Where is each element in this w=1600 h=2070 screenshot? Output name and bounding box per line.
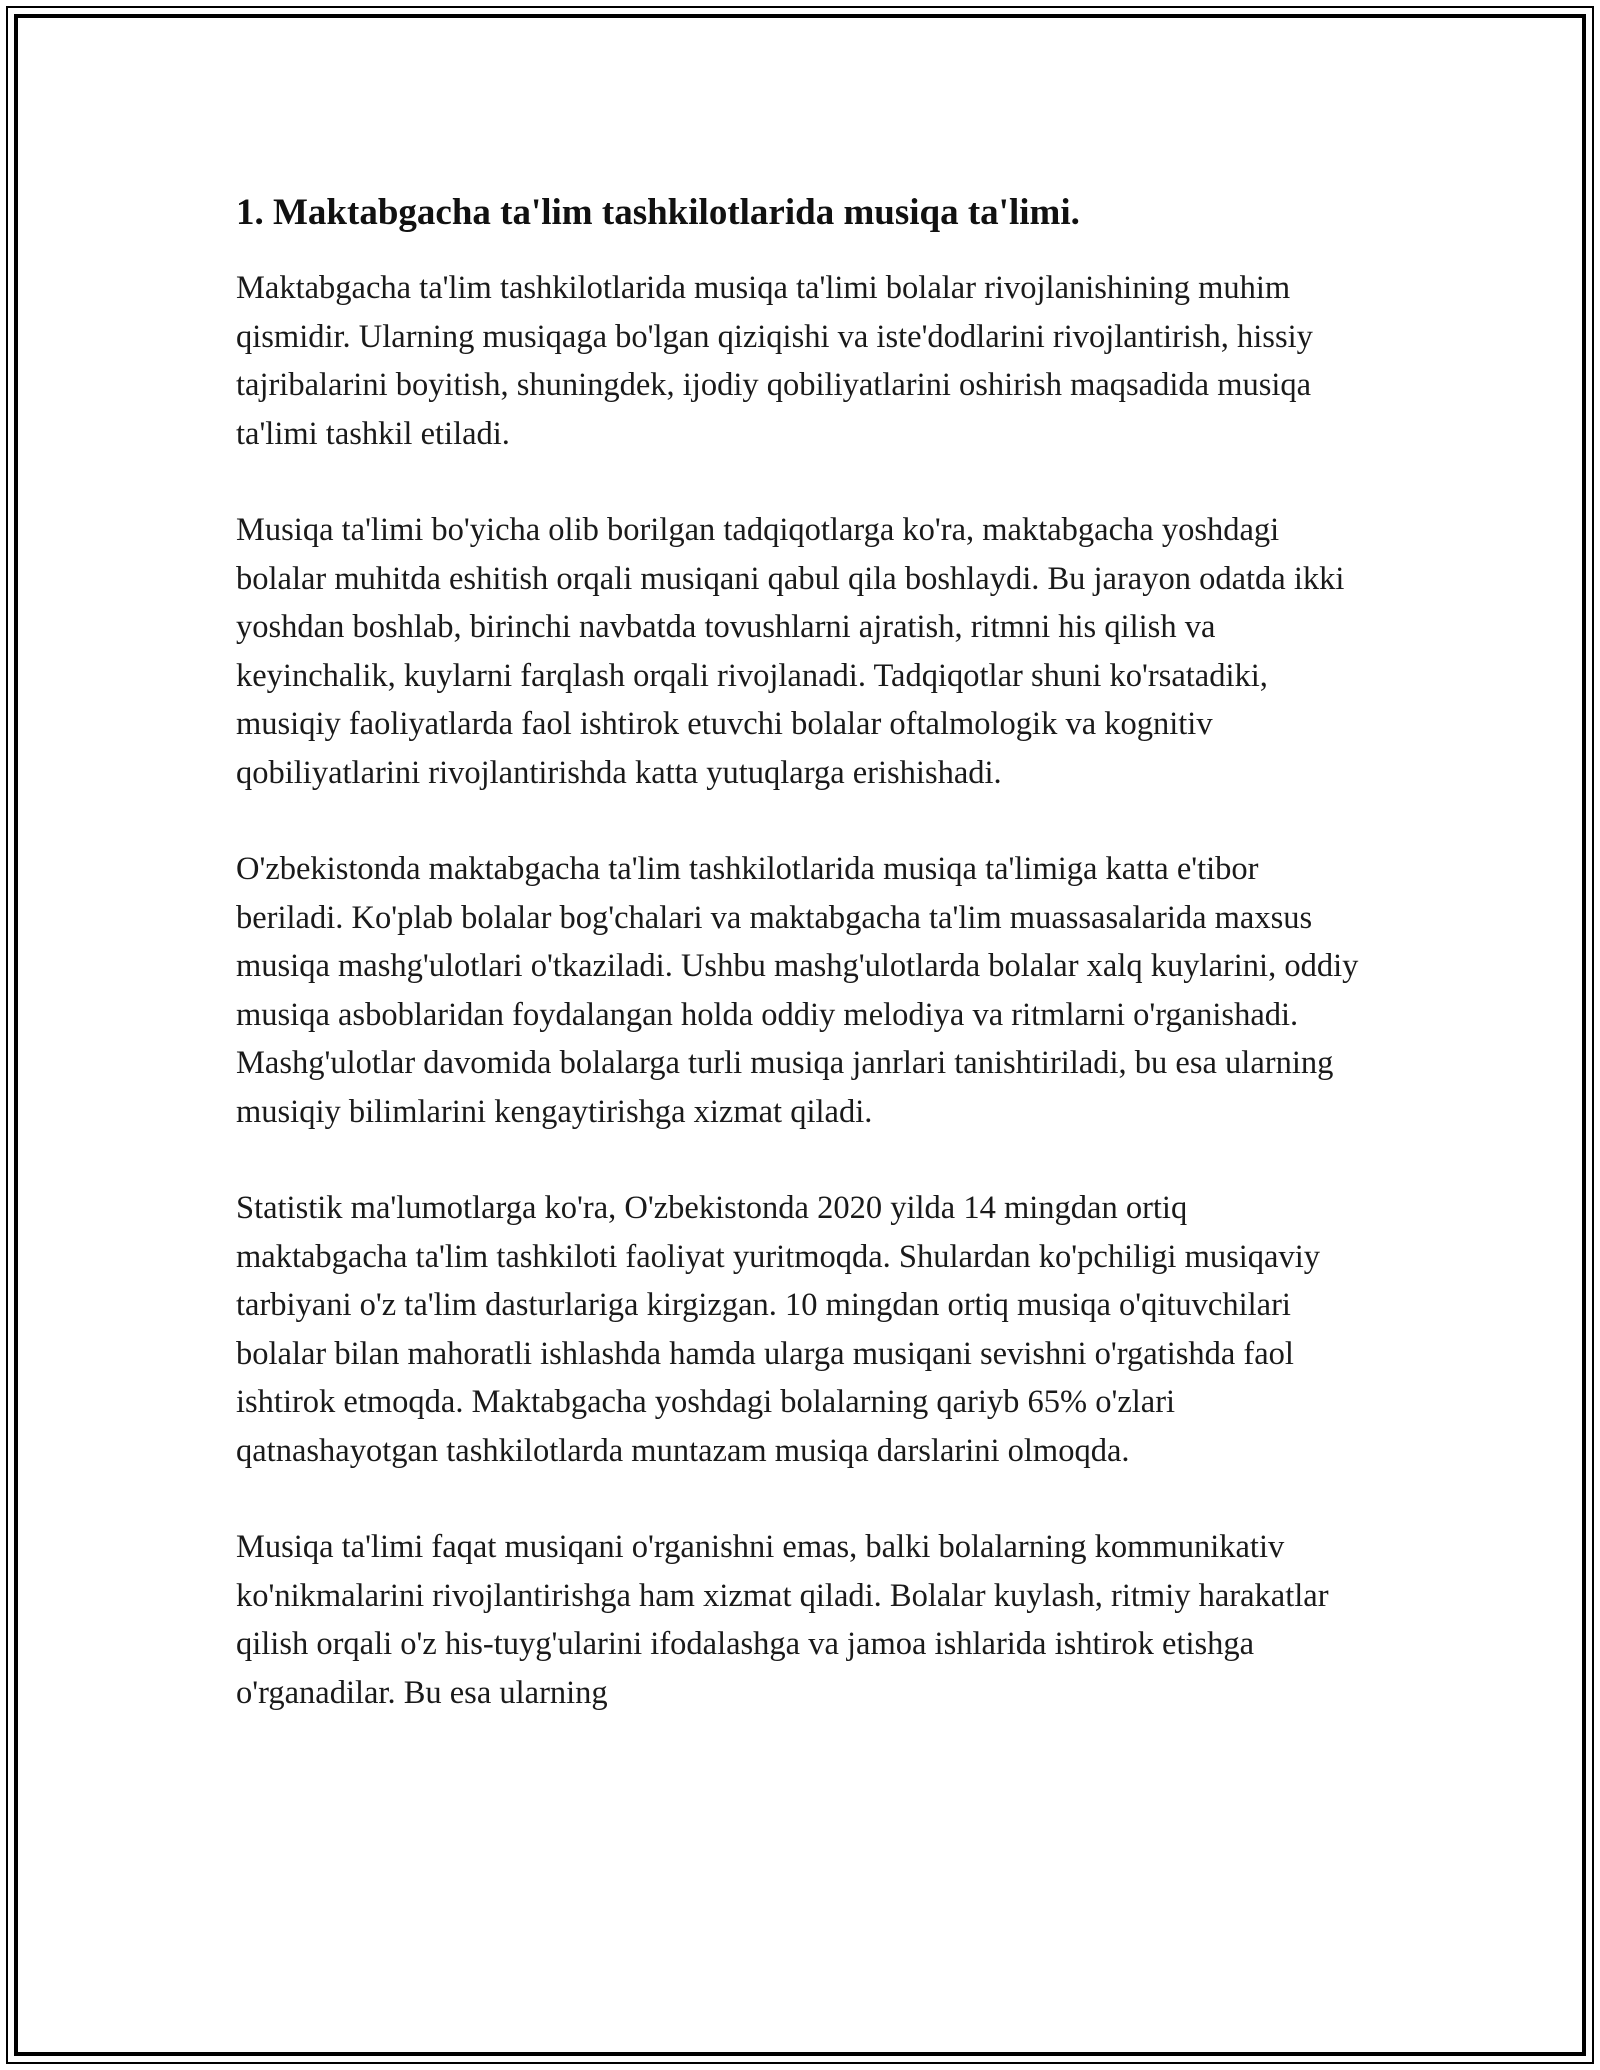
paragraph-5: Musiqa ta'limi faqat musiqani o'rganishni emas, balki bolalarning kommunikativ ko'nikmalarini rivojlantirishga ham xizmat qiladi. Bolalar kuylash, ritmiy harakatlar qilish orqali o'z his-tuyg'ularini ifodalashga va jamoa ishlarida ishtirok etishga o'rganadilar. Bu esa ularning <box>236 1529 1329 1711</box>
paragraph-2: Musiqa ta'limi bo'yicha olib borilgan tadqiqotlarga ko'ra, maktabgacha yoshdagi bolalar muhitda eshitish orqali musiqani qabul qila boshlaydi. Bu jarayon odatda ikki yoshdan boshlab, birinchi navbatda tovushlarni ajratish, ritmni his qilish va keyinchalik, kuylarni farqlash orqali rivojlanadi. Tadqiqotlar shuni ko'rsatadiki, musiqiy faoliyatlarda faol ishtirok etuvchi bolalar oftalmologik va kognitiv qobiliyatlarini rivojlantirishda katta yutuqlarga erishishadi. <box>236 512 1345 791</box>
document-body <box>236 188 1366 1765</box>
paragraph-4: Statistik ma'lumotlarga ko'ra, O'zbekistonda 2020 yilda 14 mingdan ortiq maktabgacha ta'lim tashkiloti faoliyat yuritmoqda. Shulardan ko'pchiligi musiqaviy tarbiyani o'z ta'lim dasturlariga kirgizgan. 10 mingdan ortiq musiqa o'qituvchilari bolalar bilan mahoratli ishlashda hamda ularga musiqani sevishni o'rgatishda faol ishtirok etmoqda. Maktabgacha yoshdagi bolalarning qariyb 65% o'zlari qatnashayotgan tashkilotlarda muntazam musiqa darslarini olmoqda. <box>236 1190 1320 1469</box>
paragraph-1: Maktabgacha ta'lim tashkilotlarida musiqa ta'limi bolalar rivojlanishining muhim qismidir. Ularning musiqaga bo'lgan qiziqishi va iste'dodlarini rivojlantirish, hissiy tajribalarini boyitish, shuningdek, ijodiy qobiliyatlarini oshirish maqsadida musiqa ta'limi tashkil etiladi. <box>236 270 1313 452</box>
section-title: 1. Maktabgacha ta'lim tashkilotlarida musiqa ta'limi. <box>236 192 1080 233</box>
paragraph-3: O'zbekistonda maktabgacha ta'lim tashkilotlarida musiqa ta'limiga katta e'tibor beriladi. Ko'plab bolalar bog'chalari va maktabgacha ta'lim muassasalarida maxsus musiqa mashg'ulotlari o'tkaziladi. Ushbu mashg'ulotlarda bolalar xalq kuylarini, oddiy musiqa asboblaridan foydalangan holda oddiy melodiya va ritmlarni o'rganishadi. Mashg'ulotlar davomida bolalarga turli musiqa janrlari tanishtiriladi, bu esa ularning musiqiy bilimlarini kengaytirishga xizmat qiladi. <box>236 851 1359 1130</box>
